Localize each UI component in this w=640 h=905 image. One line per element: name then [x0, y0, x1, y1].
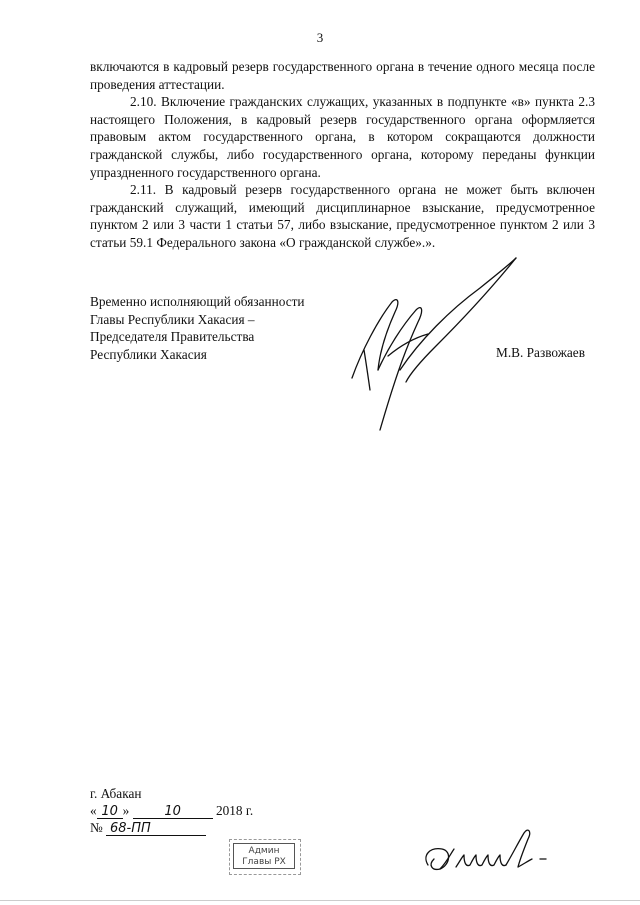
paragraph-2-10: 2.10. Включение гражданских служащих, указанных в подпункте «в» пункта 2.3 настоящего Положения, в кадровый резерв государственного органа оформляется правовым актом государственного органа, в котором сокращаются должности гражданской службы, либо государственного органа, которому переданы функции упраздненного государственного органа. — [90, 94, 595, 180]
document-footer — [90, 785, 253, 836]
office-stamp — [233, 843, 295, 869]
number-value: 68-ПП — [106, 822, 206, 836]
stamp-line: Админ — [248, 846, 280, 856]
signatory-title-line: Главы Республики Хакасия – — [90, 311, 255, 327]
document-number — [90, 819, 253, 836]
stamp-line: Главы РХ — [242, 857, 286, 867]
document-body — [90, 58, 595, 252]
paragraph-continuation: включаются в кадровый резерв государственного органа в течение одного месяца после проведения аттестации. — [90, 59, 595, 92]
signatory-title-line: Республики Хакасия — [90, 346, 207, 362]
signer-name: М.В. Развожаев — [496, 345, 585, 360]
date-day: 10 — [97, 805, 123, 819]
date-close-quote: » — [122, 803, 130, 818]
paragraph-2-11: 2.11. В кадровый резерв государственного органа не может быть включен гражданский служащий, имеющий дисциплинарное взыскание, предусмотренное пунктом 2 или 3 части 1 статьи 57, либо взыскание, предусмотренное пунктом 2 или 3 статьи 59.1 Федерального закона «О гражданской службе».». — [90, 182, 595, 250]
issue-date — [90, 802, 253, 819]
page-number: 3 — [316, 30, 324, 45]
handwritten-signature — [340, 250, 530, 435]
date-month: 10 — [133, 805, 213, 819]
initials-signature — [420, 825, 560, 885]
signatory-title-line: Председателя Правительства — [90, 329, 255, 345]
date-year: 2018 г. — [215, 803, 254, 818]
page-edge — [0, 900, 640, 901]
signatory-title-line: Временно исполняющий обязанности — [90, 294, 305, 309]
signatory-title — [90, 293, 305, 363]
number-prefix: № — [90, 820, 103, 835]
date-open-quote: « — [90, 803, 97, 818]
issue-city: г. Абакан — [90, 786, 142, 801]
